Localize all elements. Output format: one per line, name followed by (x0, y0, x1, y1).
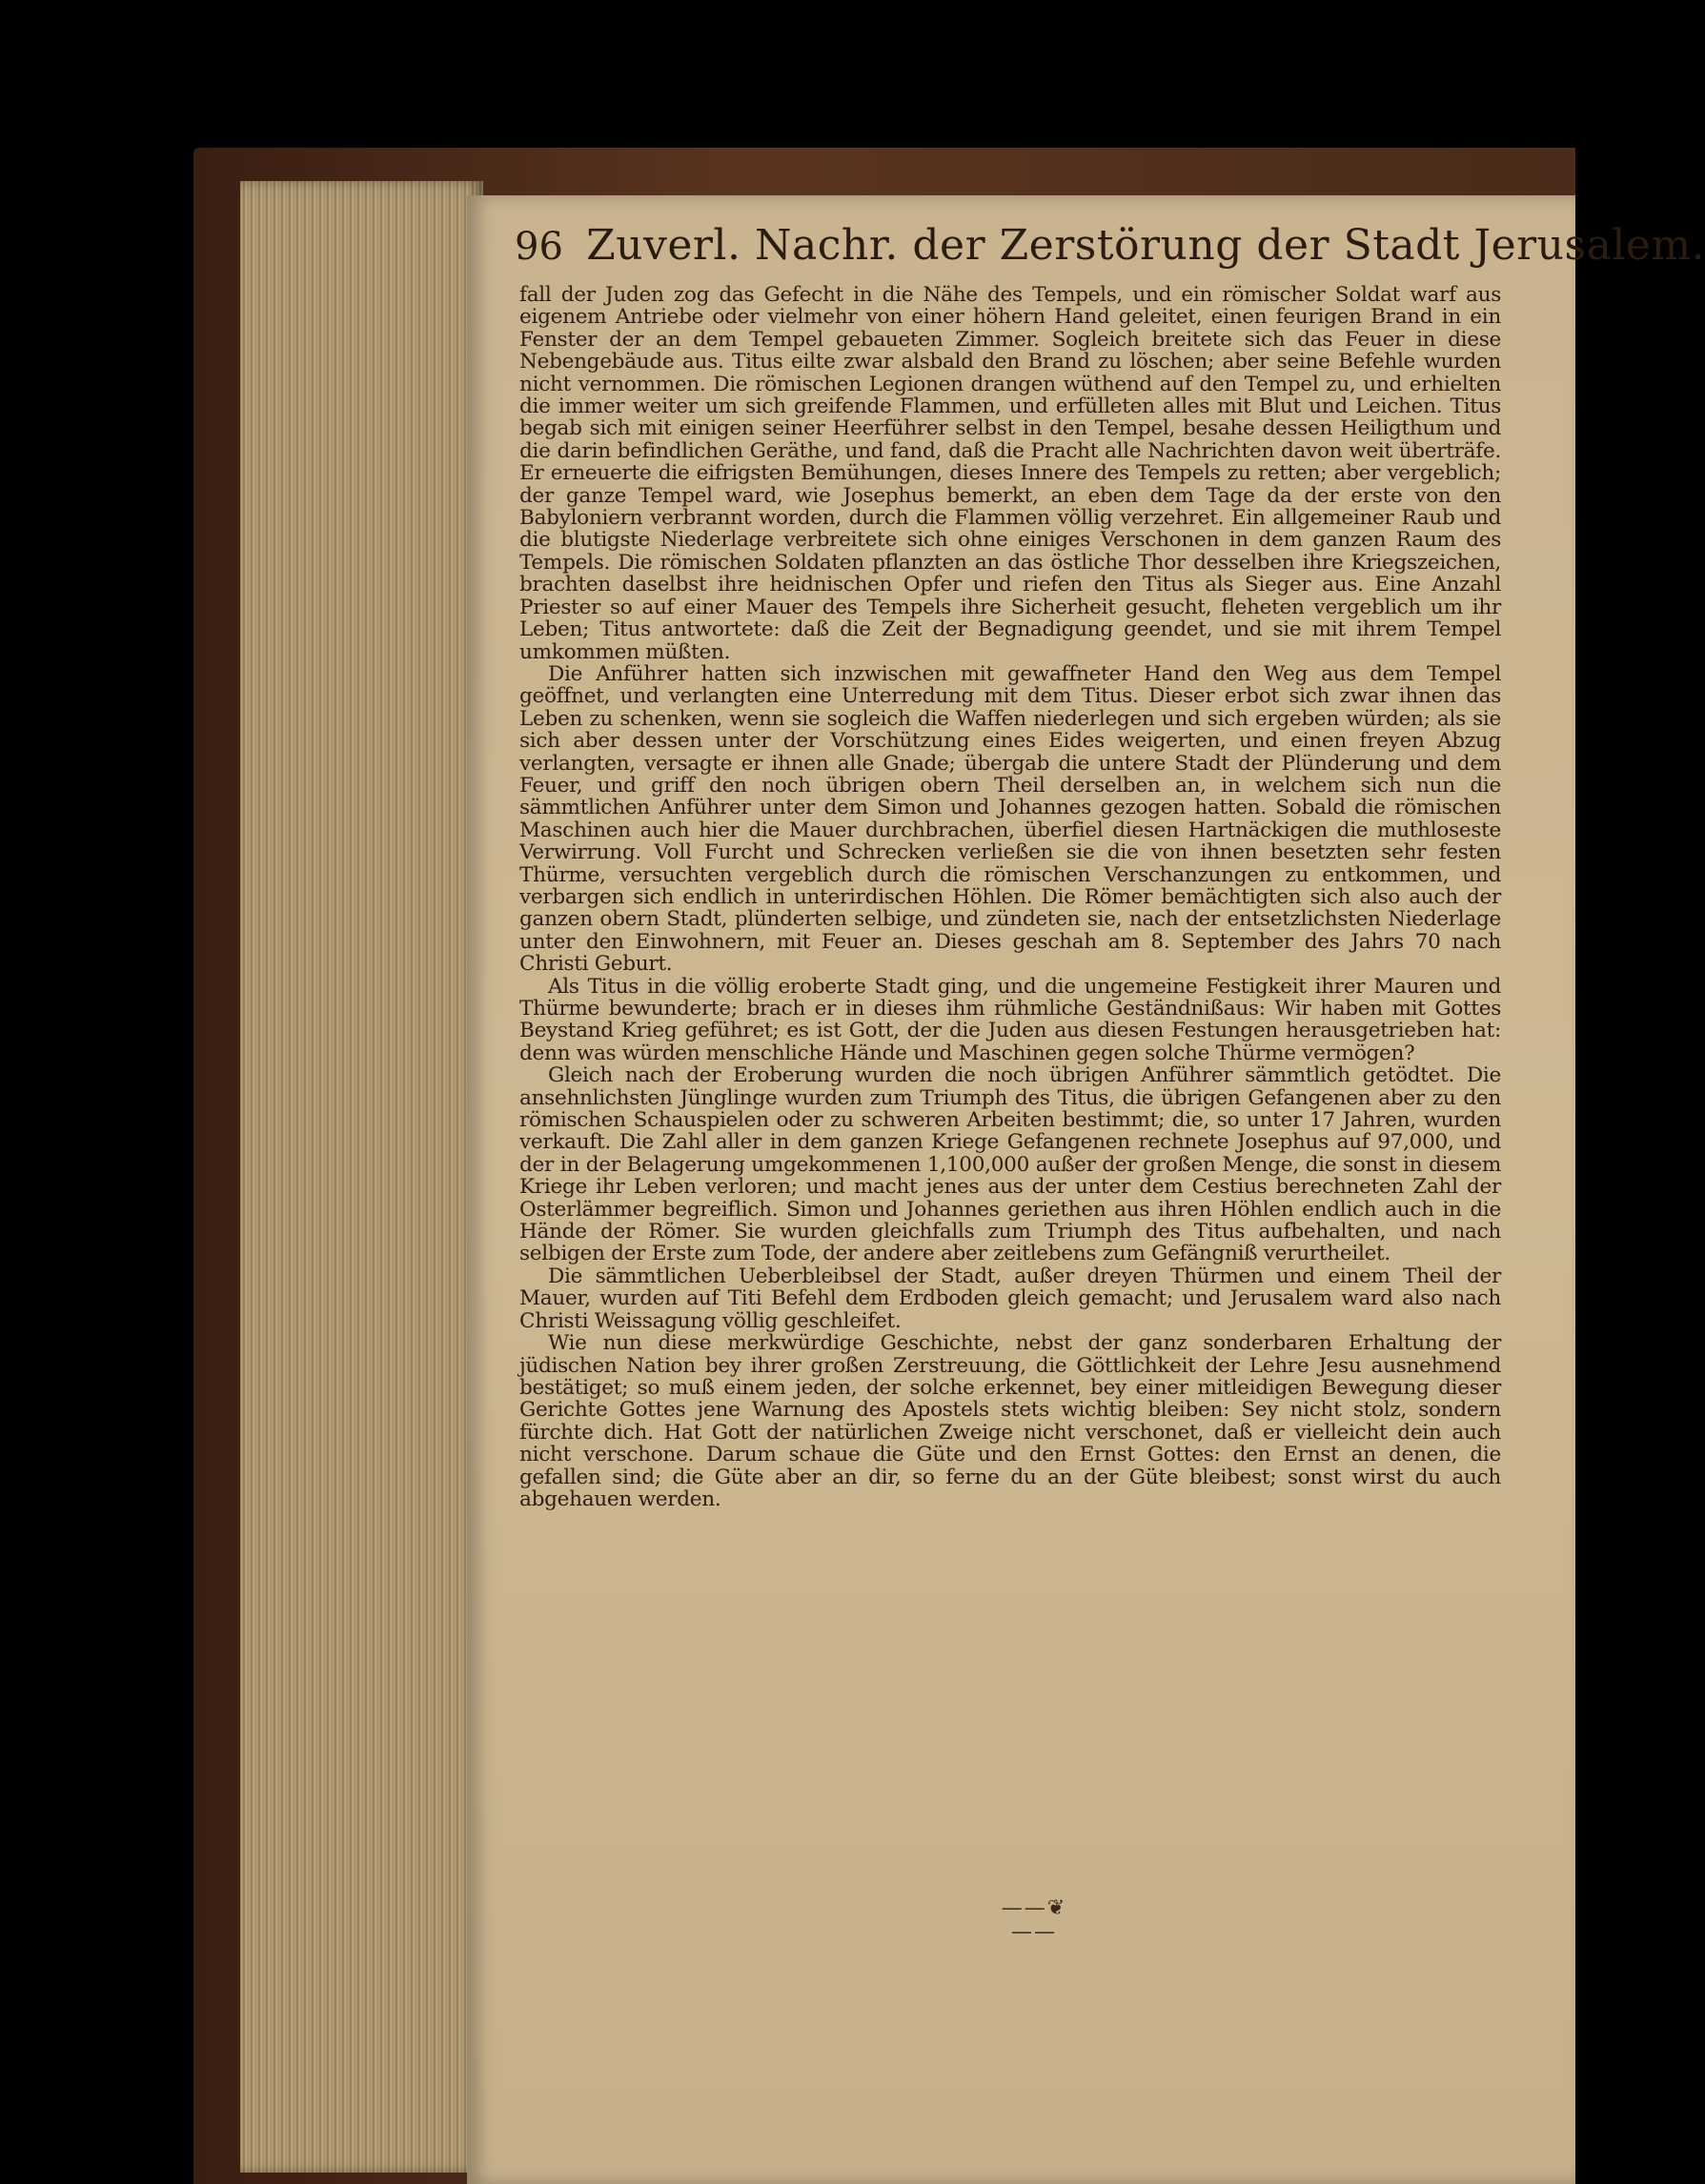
paragraph-1: fall der Juden zog das Gefecht in die Nähe des Tempels, und ein römischer Soldat warf aus eigenem Antriebe oder vielmehr von einer höhern Hand geleitet, einen feurigen Brand in ein Fenster der an dem Tempel gebaueten Zimmer. Sogleich breitete sich das Feuer in diese Nebengebäude aus. Titus eilte zwar alsbald den Brand zu löschen; aber seine Befehle wurden nicht vernommen. Die römischen Legionen drangen wüthend auf den Tempel zu, und erhielten die immer weiter um sich greifende Flammen, und erfülleten alles mit Blut und Leichen. Titus begab sich mit einigen seiner Heerführer selbst in den Tempel, besahe dessen Heiligthum und die darin befindlichen Geräthe, und fand, daß die Pracht alle Nachrichten davon weit überträfe. Er erneuerte die eifrigsten Bemühungen, dieses Innere des Tempels zu retten; aber vergeblich; der ganze Tempel ward, wie Josephus bemerkt, an eben dem Tage da der erste von den Babyloniern verbrannt worden, durch die Flammen völlig verzehret. Ein allgemeiner Raub und die blutigste Niederlage verbreitete sich ohne einiges Verschonen in dem ganzen Raum des Tempels. Die römischen Soldaten pflanzten an das östliche Thor desselben ihre Kriegszeichen, brachten daselbst ihre heidnischen Opfer und riefen den Titus als Sieger aus. Eine Anzahl Priester so auf einer Mauer des Tempels ihre Sicherheit gesucht, fleheten vergeblich um ihr Leben; Titus antwortete: daß die Zeit der Begnadigung geendet, und sie mit ihrem Tempel umkommen müßten. (519, 283, 1501, 664)
paragraph-6: Wie nun diese merkwürdige Geschichte, nebst der ganz sonderbaren Erhaltung der jüdischen Nation bey ihrer großen Zerstreuung, die Göttlichkeit der Lehre Jesu ausnehmend bestätiget; so muß einem jeden, der solche erkennet, bey einer mitleidigen Bewegung dieser Gerichte Gottes jene Warnung des Apostels stets wichtig bleiben: Sey nicht stolz, sondern fürchte dich. Hat Gott der natürlichen Zweige nicht verschonet, daß er vielleicht dein auch nicht verschone. Darum schaue die Güte und den Ernst Gottes: den Ernst an denen, die gefallen sind; die Güte aber an dir, so ferne du an der Güte bleibest; sonst wirst du auch abgehauen werden. (519, 1331, 1501, 1511)
paragraph-4: Gleich nach der Eroberung wurden die noch übrigen Anführer sämmtlich getödtet. Die ansehnlichsten Jünglinge wurden zum Triumph des Titus, die übrigen Gefangenen aber zu den römischen Schauspielen oder zu schweren Arbeiten bestimmt; die, so unter 17 Jahren, wurden verkauft. Die Zahl aller in dem ganzen Kriege Gefangenen rechnete Josephus auf 97,000, und der in der Belagerung umgekommenen 1,100,000 außer der großen Menge, die sonst in diesem Kriege ihr Leben verloren; und macht jenes aus der unter dem Cestius berechneten Zahl der Osterlämmer begreiflich. Simon und Johannes geriethen aus ihren Höhlen endlich auch in die Hände der Römer. Sie wurden gleichfalls zum Triumph des Titus aufbehalten, und nach selbigen der Erste zum Tode, der andere aber zeitlebens zum Gefängniß verurtheilet. (519, 1063, 1501, 1266)
paragraph-5: Die sämmtlichen Ueberbleibsel der Stadt, außer dreyen Thürmen und einem Theil der Mauer, wurden auf Titi Befehl dem Erdboden gleich gemacht; und Jerusalem ward also nach Christi Weissagung völlig geschleifet. (519, 1264, 1501, 1333)
page-edges (240, 181, 483, 2173)
end-ornament: ——❦—— (1001, 1896, 1067, 1944)
page-number: 96 (515, 225, 563, 269)
running-head: Zuverl. Nachr. der Zerstörung der Stadt Jerusalem. (586, 221, 1705, 270)
body-text (519, 284, 1501, 1510)
page-header (515, 221, 1705, 278)
paragraph-3: Als Titus in die völlig eroberte Stadt ging, und die ungemeine Festigkeit ihrer Mauren und Thürme bewunderte; brach er in dieses ihm rühmliche Geständnißaus: Wir haben mit Gottes Beystand Krieg geführet; es ist Gott, der die Juden aus diesen Festungen herausgetrieben hat: denn was würden menschliche Hände und Maschinen gegen solche Thürme vermögen? (519, 974, 1501, 1065)
paragraph-2: Die Anführer hatten sich inzwischen mit gewaffneter Hand den Weg aus dem Tempel geöffnet, und verlangten eine Unterredung mit dem Titus. Dieser erbot sich zwar ihnen das Leben zu schenken, wenn sie sogleich die Waffen niederlegen und sich ergeben würden; als sie sich aber dessen unter der Vorschützung eines Eides weigerten, und einen freyen Abzug verlangten, versagte er ihnen alle Gnade; übergab die untere Stadt der Plünderung und dem Feuer, und griff den noch übrigen obern Theil derselben an, in welchem sich nun die sämmtlichen Anführer unter dem Simon und Johannes gezogen hatten. Sobald die römischen Maschinen auch hier die Mauer durchbrachen, überfiel diesen Hartnäckigen die muthloseste Verwirrung. Voll Furcht und Schrecken verließen sie die von ihnen besetzten sehr festen Thürme, versuchten vergeblich durch die römischen Verschanzungen zu entkommen, und verbargen sich endlich in unterirdischen Höhlen. Die Römer bemächtigten sich also auch der ganzen obern Stadt, plünderten selbige, und zündeten sie, nach der entsetzlichsten Niederlage unter den Einwohnern, mit Feuer an. Dieses geschah am 8. September des Jahrs 70 nach Christi Geburt. (519, 661, 1501, 977)
